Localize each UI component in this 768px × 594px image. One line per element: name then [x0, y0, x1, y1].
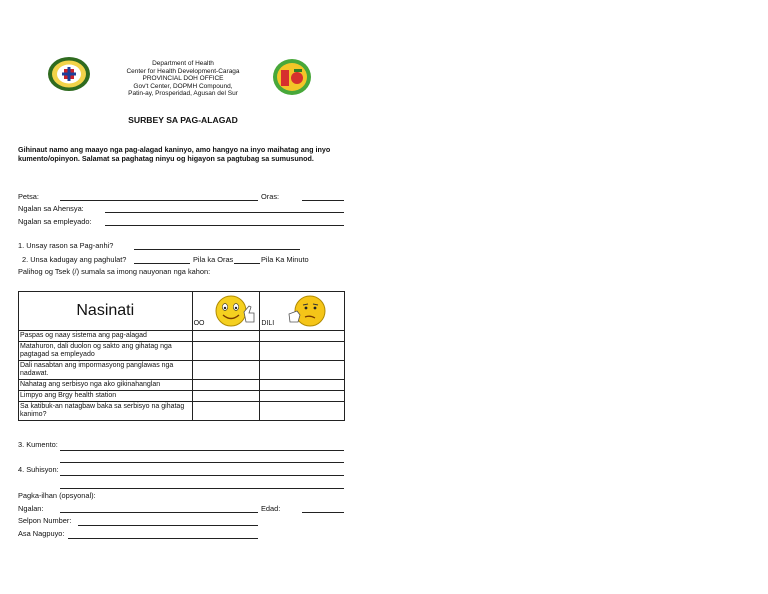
oo-checkbox[interactable] — [192, 361, 260, 380]
oo-checkbox[interactable] — [192, 380, 260, 391]
nagpuyo-line[interactable] — [68, 538, 258, 539]
selpon-line[interactable] — [78, 525, 258, 526]
oo-checkbox[interactable] — [192, 331, 260, 342]
header-line: Patin-ay, Prosperidad, Agusan del Sur — [128, 90, 238, 98]
row-label: Dali nasabtan ang impormasyong panglawas nga nadawat. — [19, 361, 193, 380]
oo-label: OO — [193, 320, 205, 327]
row-label: Nahatag ang serbisyo nga ako gikinahanglan — [19, 380, 193, 391]
dili-label: DILI — [261, 320, 275, 327]
table-row — [19, 402, 345, 421]
oo-checkbox[interactable] — [192, 391, 260, 402]
oo-checkbox[interactable] — [192, 342, 260, 361]
intro-paragraph: Gihinaut namo ang maayo nga pag-alagad kaninyo, amo hangyo na inyo maihatag ang inyo kumento/opinyon. Salamat sa paghatag ninyu og higayon sa pagtubag sa sumusunod. — [18, 145, 331, 163]
question-1-line[interactable] — [134, 249, 300, 250]
thinking-smiley-icon — [285, 294, 329, 328]
header-line: Gov't Center, DOPMH Compound, — [133, 82, 233, 90]
oras-line[interactable] — [302, 200, 344, 201]
survey-title: SURBEY SA PAG-ALAGAD — [128, 115, 238, 125]
oo-header — [192, 292, 260, 331]
header-line: Department of Health — [152, 60, 214, 67]
suhisyon-line[interactable] — [60, 488, 344, 489]
table-row — [19, 342, 345, 361]
dili-checkbox[interactable] — [260, 402, 345, 421]
table-row — [19, 380, 345, 391]
table-header-title: Nasinati — [19, 292, 193, 331]
dili-checkbox[interactable] — [260, 380, 345, 391]
dili-checkbox[interactable] — [260, 331, 345, 342]
ngalan-label: Ngalan: — [18, 504, 44, 513]
edad-label: Edad: — [261, 504, 281, 513]
oras-label: Oras: — [261, 192, 280, 201]
header-line: PROVINCIAL DOH OFFICE — [142, 75, 224, 83]
suhisyon-label: 4. Suhisyon: — [18, 465, 59, 474]
kumento-line[interactable] — [60, 462, 344, 463]
dili-header — [260, 292, 345, 331]
empleyado-label: Ngalan sa empleyado: — [18, 217, 92, 226]
optional-label: Pagka-ilhan (opsyonal): — [18, 491, 96, 500]
happy-smiley-icon — [213, 294, 257, 328]
table-row — [19, 361, 345, 380]
edad-line[interactable] — [302, 512, 344, 513]
question-2-line[interactable] — [134, 263, 190, 264]
suhisyon-line[interactable] — [60, 475, 344, 476]
empleyado-line[interactable] — [105, 225, 344, 226]
question-2: 2. Unsa kadugay ang paghulat? — [22, 255, 127, 264]
ngalan-line[interactable] — [60, 512, 258, 513]
table-row — [19, 331, 345, 342]
kumento-label: 3. Kumento: — [18, 440, 58, 449]
pila-oras-label: Pila ka Oras — [193, 255, 234, 264]
dili-checkbox[interactable] — [260, 391, 345, 402]
header-line: Center for Health Development-Caraga — [126, 67, 240, 75]
row-label: Sa katibuk-an natagbaw baka sa serbisyo na gihatag kanimo? — [19, 402, 193, 421]
question-1: 1. Unsay rason sa Pag-anhi? — [18, 241, 114, 250]
kumento-line[interactable] — [60, 450, 344, 451]
row-label: Matahuron, dali duolon og sakto ang gihatag nga pagtagad sa empleyado — [19, 342, 193, 361]
ahensya-label: Ngalan sa Ahensya: — [18, 204, 84, 213]
row-label: Limpyo ang Brgy health station — [19, 391, 193, 402]
ahensya-line[interactable] — [105, 212, 344, 213]
table-row — [19, 391, 345, 402]
petsa-line[interactable] — [60, 200, 258, 201]
pila-minuto-label: Pila Ka Minuto — [261, 255, 309, 264]
table-header-row — [19, 292, 345, 331]
dili-checkbox[interactable] — [260, 342, 345, 361]
nagpuyo-label: Asa Nagpuyo: — [18, 529, 65, 538]
health-program-logo — [272, 58, 312, 96]
oo-checkbox[interactable] — [192, 402, 260, 421]
selpon-label: Selpon Number: — [18, 516, 72, 525]
petsa-label: Petsa: — [18, 192, 39, 201]
dili-checkbox[interactable] — [260, 361, 345, 380]
rating-table — [18, 291, 345, 421]
pila-oras-line[interactable] — [234, 263, 260, 264]
row-label: Paspas og naay sistema ang pag-alagad — [19, 331, 193, 342]
office-header — [110, 60, 256, 98]
doh-seal-logo — [47, 56, 91, 92]
instruction-text: Palihog og Tsek (/) sumala sa imong nauyonan nga kahon: — [18, 267, 211, 276]
